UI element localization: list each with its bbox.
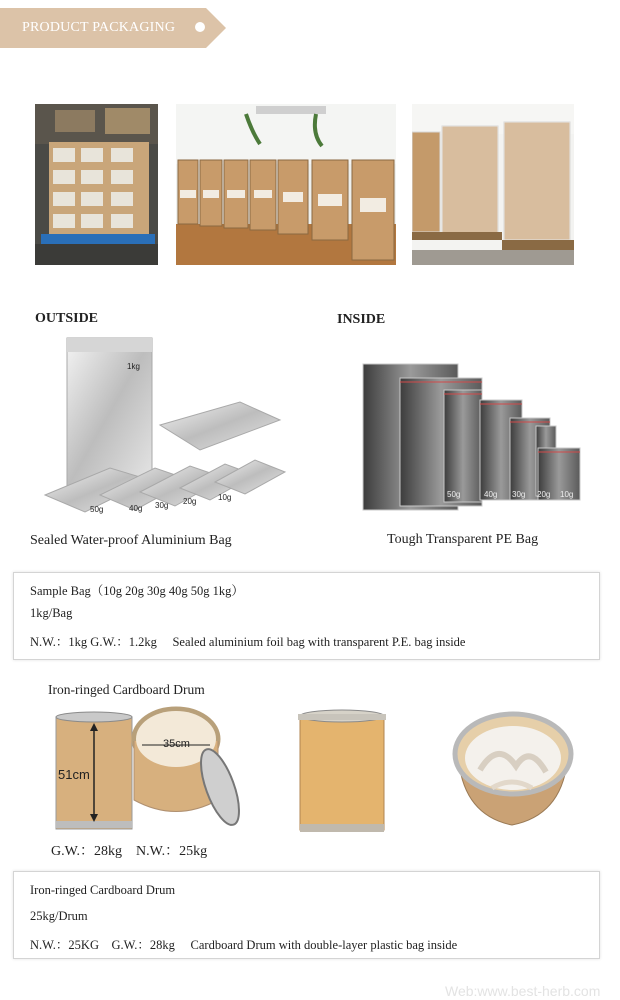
drum-section-title: Iron-ringed Cardboard Drum [48, 682, 205, 697]
photo-wrapped-drums [412, 104, 574, 265]
banner-dot-icon [195, 22, 205, 32]
aluminium-bags-image [40, 330, 290, 525]
sample-bag-info-box [13, 572, 600, 660]
closed-drum-image [296, 708, 388, 836]
sample-bag-size: 1kg/Bag [30, 606, 73, 620]
open-drum-image [452, 710, 574, 830]
outside-heading: OUTSIDE [35, 311, 99, 326]
pe-mark-40g: 40g [484, 490, 498, 499]
drum-height-mark: 51cm [58, 767, 90, 782]
bag-mark-30g: 30g [155, 501, 169, 510]
pe-mark-10g: 10g [560, 490, 574, 499]
photo-drum-row [176, 104, 396, 265]
inside-heading: INSIDE [337, 312, 386, 327]
aluminium-bag-caption: Sealed Water-proof Aluminium Bag [30, 533, 232, 548]
pe-mark-30g: 30g [512, 490, 526, 499]
sample-bag-title: Sample Bag（10g 20g 30g 40g 50g 1kg） [30, 584, 244, 598]
bag-mark-10g: 10g [218, 493, 232, 502]
drum-info-box [13, 871, 600, 959]
drum-info-title: Iron-ringed Cardboard Drum [30, 883, 176, 897]
photo-carton-pallet [35, 104, 158, 265]
pe-bags-image [360, 360, 585, 515]
pe-bag-caption: Tough Transparent PE Bag [387, 532, 539, 547]
banner-title: PRODUCT PACKAGING [22, 20, 176, 35]
drum-info-weights: N.W.：25KG G.W.：28kg Cardboard Drum with double-layer plastic bag inside [30, 938, 458, 952]
bag-mark-50g: 50g [90, 505, 104, 514]
drum-info-capacity: 25kg/Drum [30, 909, 88, 923]
sample-bag-weights: N.W.：1kg G.W.：1.2kg Sealed aluminium foil bag with transparent P.E. bag inside [30, 635, 466, 649]
website-watermark: Web:www.best-herb.com [445, 983, 601, 999]
drum-diameter-mark: 35cm [163, 738, 190, 750]
bag-mark-1kg: 1kg [127, 362, 140, 371]
pe-mark-20g: 20g [537, 490, 551, 499]
pe-mark-50g: 50g [447, 490, 461, 499]
bag-mark-40g: 40g [129, 504, 143, 513]
drum-weights: G.W.：28kg N.W.：25kg [51, 844, 208, 859]
bag-mark-20g: 20g [183, 497, 197, 506]
